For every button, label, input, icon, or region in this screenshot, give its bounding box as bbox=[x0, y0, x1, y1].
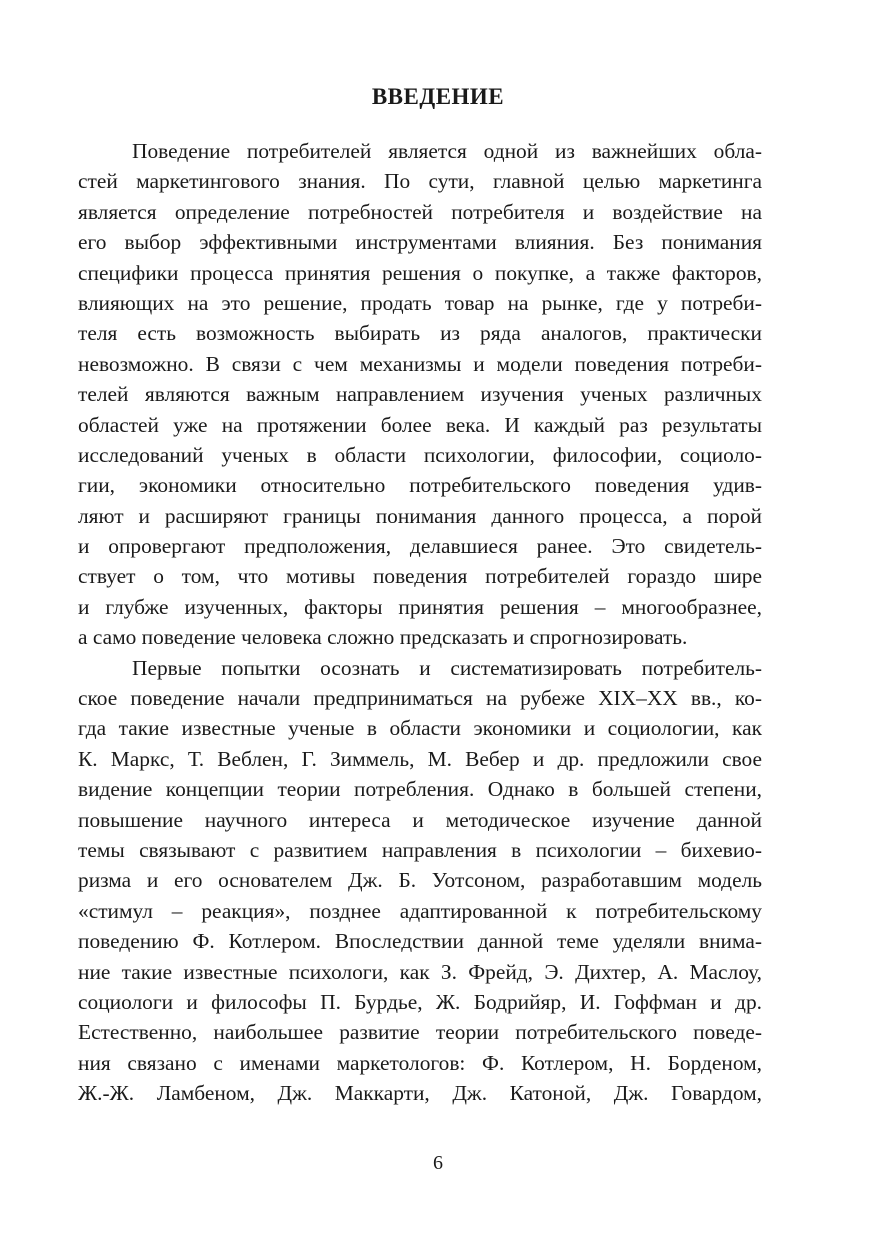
text-line: и опровергают предположения, делавшиеся ранее. Это свидетель- bbox=[78, 534, 762, 559]
paragraph-2 bbox=[78, 653, 762, 1109]
text-line: исследований ученых в области психологии, философии, социоло- bbox=[78, 442, 762, 467]
text-line: ское поведение начали предприниматься на рубеже XIX–XX вв., ко- bbox=[78, 686, 762, 711]
page-number: 6 bbox=[433, 1152, 443, 1174]
text-line: областей уже на протяжении более века. И каждый раз результаты bbox=[78, 412, 762, 437]
text-line: Первые попытки осознать и систематизировать потребитель- bbox=[132, 655, 762, 680]
text-line: К. Маркс, Т. Веблен, Г. Зиммель, М. Вебер и др. предложили свое bbox=[78, 746, 762, 771]
text-line: ния связано с именами маркетологов: Ф. Котлером, Н. Борденом, bbox=[78, 1050, 762, 1075]
text-line: гда такие известные ученые в области экономики и социологии, как bbox=[78, 716, 762, 741]
text-line: видение концепции теории потребления. Однако в большей степени, bbox=[78, 777, 762, 802]
text-line: стей маркетингового знания. По сути, главной целью маркетинга bbox=[78, 169, 762, 194]
text-line: и глубже изученных, факторы принятия решения – многообразнее, bbox=[78, 594, 762, 619]
text-line: ние такие известные психологи, как З. Фрейд, Э. Дихтер, А. Маслоу, bbox=[78, 959, 762, 984]
text-line: ствует о том, что мотивы поведения потребителей гораздо шире bbox=[78, 564, 762, 589]
text-line: Естественно, наибольшее развитие теории потребительского поведе- bbox=[78, 1020, 762, 1045]
text-line: темы связывают с развитием направления в психологии – бихевио- bbox=[78, 837, 762, 862]
text-line: влияющих на это решение, продать товар на рынке, где у потреби- bbox=[78, 290, 762, 315]
text-line: гии, экономики относительно потребительского поведения удив- bbox=[78, 473, 762, 498]
text-line: Поведение потребителей является одной из важнейших обла- bbox=[132, 139, 762, 163]
text-line: ризма и его основателем Дж. Б. Уотсоном, разработавшим модель bbox=[78, 868, 762, 893]
text-line: повышение научного интереса и методическое изучение данной bbox=[78, 807, 762, 832]
text-line: поведению Ф. Котлером. Впоследствии данной теме уделяли внима- bbox=[78, 929, 762, 954]
text-line: телей являются важным направлением изучения ученых различных bbox=[78, 382, 762, 407]
paragraph-1 bbox=[78, 136, 762, 653]
text-line: «стимул – реакция», позднее адаптированной к потребительскому bbox=[78, 898, 762, 923]
page-heading: ВВЕДЕНИЕ bbox=[371, 84, 505, 109]
text-line: а само поведение человека сложно предсказать и спрогнозировать. bbox=[78, 625, 688, 650]
text-line: Ж.-Ж. Ламбеном, Дж. Маккарти, Дж. Катоной, Дж. Говардом, bbox=[78, 1081, 762, 1106]
text-line: теля есть возможность выбирать из ряда аналогов, практически bbox=[78, 321, 762, 346]
text-line: невозможно. В связи с чем механизмы и модели поведения потреби- bbox=[78, 351, 762, 376]
body-text bbox=[78, 136, 762, 1109]
text-line: специфики процесса принятия решения о покупке, а также факторов, bbox=[78, 260, 762, 285]
text-line: является определение потребностей потребителя и воздействие на bbox=[78, 199, 762, 224]
text-line: социологи и философы П. Бурдье, Ж. Бодрийяр, И. Гоффман и др. bbox=[78, 989, 762, 1014]
text-line: его выбор эффективными инструментами влияния. Без понимания bbox=[78, 230, 762, 255]
text-line: ляют и расширяют границы понимания данного процесса, а порой bbox=[78, 503, 762, 528]
